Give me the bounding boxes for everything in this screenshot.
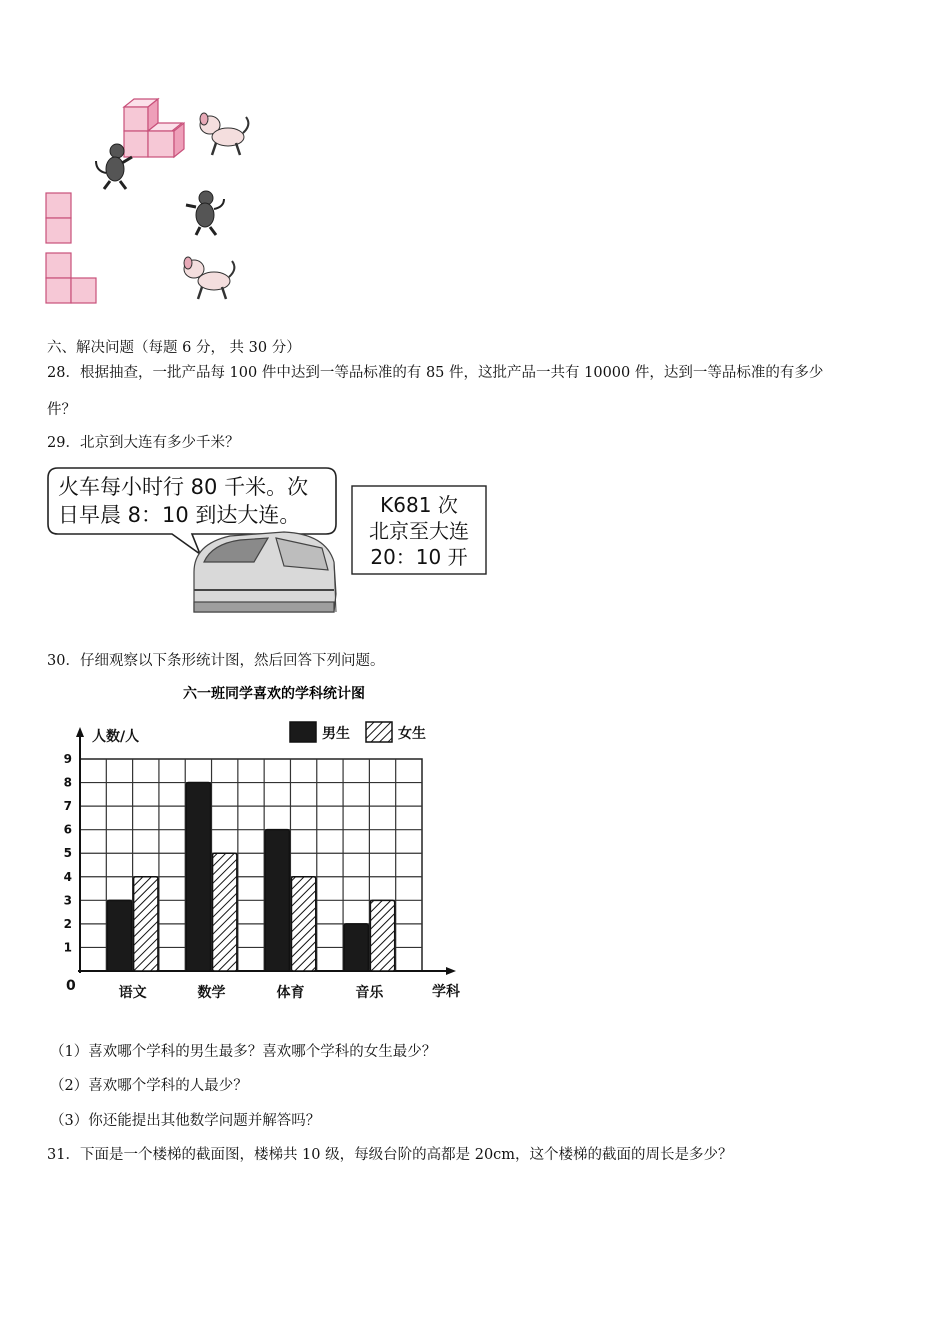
q30-sub2: （2）喜欢哪个学科的人最少？ bbox=[50, 1078, 248, 1094]
cube-stack bbox=[124, 99, 184, 157]
x-category-label: 音乐 bbox=[355, 985, 384, 1001]
legend bbox=[290, 722, 426, 742]
x-category-label: 体育 bbox=[276, 985, 305, 1001]
legend-swatch bbox=[290, 722, 316, 742]
bar-chart bbox=[44, 678, 474, 1008]
train-icon bbox=[194, 532, 336, 612]
y-tick-label: 9 bbox=[63, 752, 72, 766]
dog-icon-2 bbox=[184, 257, 234, 299]
train-figure bbox=[44, 462, 490, 622]
ticket-line3: 20：10 开 bbox=[370, 545, 468, 569]
x-axis-arrow bbox=[446, 967, 456, 975]
bubble-line1: 火车每小时行 80 千米。次 bbox=[58, 475, 309, 499]
q28-line1: 28．根据抽查，一批产品每 100 件中达到一等品标准的有 85 件，这批产品一共有 10000 件，达到一等品标准的有多少 bbox=[47, 365, 824, 381]
x-axis-label: 学科 bbox=[432, 984, 460, 1000]
y-axis-label: 人数/人 bbox=[92, 729, 140, 745]
y-tick-label: 3 bbox=[63, 893, 72, 908]
monkey-icon-2 bbox=[186, 191, 224, 235]
view-front bbox=[46, 193, 71, 243]
bar-boys-0 bbox=[107, 900, 131, 971]
q30-sub1: （1）喜欢哪个学科的男生最多？喜欢哪个学科的女生最少？ bbox=[50, 1044, 437, 1060]
x-categories bbox=[119, 984, 385, 1001]
x-category-label: 数学 bbox=[197, 985, 226, 1001]
q30-text: 30．仔细观察以下条形统计图，然后回答下列问题。 bbox=[47, 653, 385, 669]
legend-label: 男生 bbox=[322, 726, 350, 742]
legend-label: 女生 bbox=[398, 726, 426, 742]
y-tick-label: 6 bbox=[63, 822, 72, 837]
bar-girls-0 bbox=[134, 877, 158, 971]
bar-boys-1 bbox=[186, 783, 210, 971]
y-ticks bbox=[64, 752, 72, 954]
y-tick-label: 5 bbox=[63, 846, 72, 861]
q29-text: 29．北京到大连有多少千米？ bbox=[47, 435, 240, 451]
y-tick-label: 2 bbox=[63, 916, 72, 931]
train-ticket bbox=[352, 486, 486, 574]
bar-girls-3 bbox=[370, 900, 394, 971]
cube-views-figure bbox=[40, 95, 270, 310]
origin-label: 0 bbox=[66, 978, 76, 994]
q28-line2: 件？ bbox=[47, 402, 76, 418]
ticket-line2: 北京至大连 bbox=[369, 519, 469, 543]
bar-boys-2 bbox=[265, 830, 289, 971]
y-tick-label: 7 bbox=[63, 799, 72, 814]
y-tick-label: 4 bbox=[63, 869, 72, 884]
ticket-line1: K681 次 bbox=[380, 493, 458, 517]
bar-boys-3 bbox=[344, 924, 368, 971]
y-tick-label: 1 bbox=[63, 940, 72, 955]
view-side bbox=[46, 253, 96, 303]
q30-sub3: （3）你还能提出其他数学问题并解答吗？ bbox=[50, 1113, 321, 1129]
x-category-label: 语文 bbox=[118, 985, 147, 1001]
chart-title: 六一班同学喜欢的学科统计图 bbox=[183, 686, 365, 702]
y-tick-label: 8 bbox=[63, 775, 72, 790]
bubble-line2: 日早晨 8：10 到达大连。 bbox=[58, 503, 301, 527]
q31-text: 31．下面是一个楼梯的截面图，楼梯共 10 级，每级台阶的高都是 20cm，这个楼梯的截面的周长是多少？ bbox=[47, 1147, 733, 1163]
bar-girls-2 bbox=[291, 877, 315, 971]
bar-girls-1 bbox=[213, 853, 237, 971]
section-title: 六、解决问题（每题 6 分， 共 30 分） bbox=[47, 340, 301, 356]
y-axis-arrow bbox=[76, 727, 84, 737]
legend-swatch bbox=[366, 722, 392, 742]
dog-icon bbox=[200, 113, 248, 155]
